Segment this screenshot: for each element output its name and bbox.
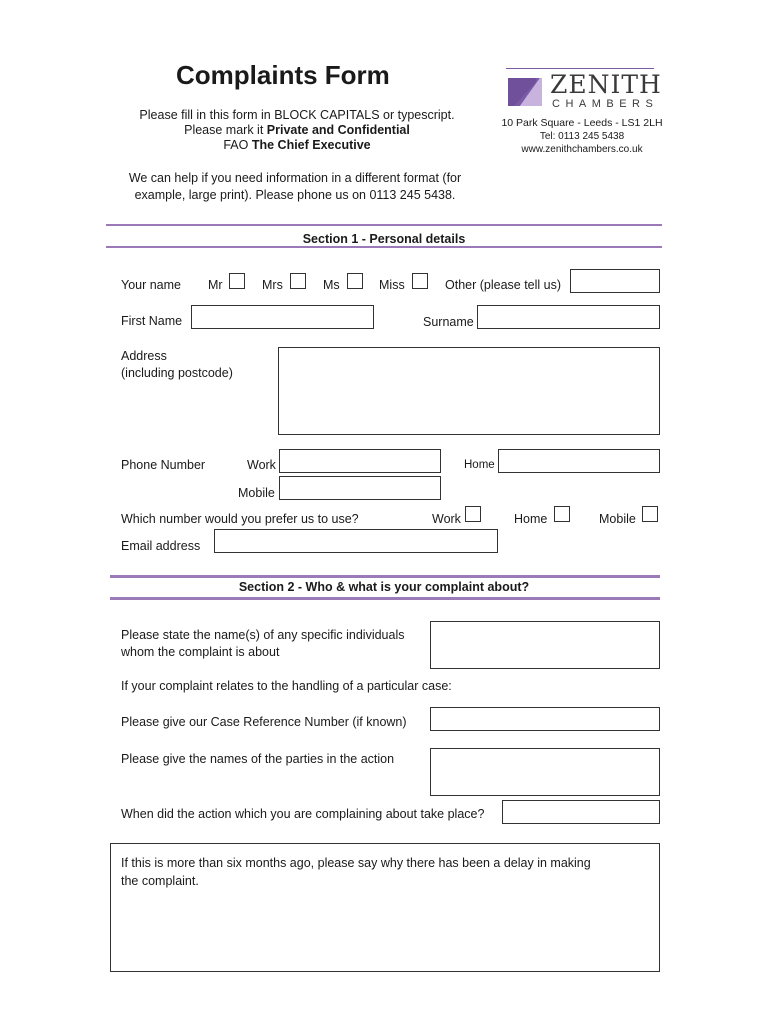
- section1-top-rule: [106, 224, 662, 226]
- individuals-input[interactable]: [430, 621, 660, 669]
- prefer-work-label: Work: [432, 512, 461, 526]
- section1-title: Section 1 - Personal details: [302, 232, 466, 246]
- address-label-line-1: Address: [121, 349, 167, 363]
- private-confidential-text: Private and Confidential: [266, 123, 410, 137]
- accessibility-line-1: We can help if you need information in a different format (for: [128, 171, 462, 185]
- work-phone-input[interactable]: [279, 449, 441, 473]
- section2-bottom-rule: [110, 597, 660, 600]
- case-reference-input[interactable]: [430, 707, 660, 731]
- prefer-work-checkbox[interactable]: [465, 506, 481, 522]
- title-mr-checkbox[interactable]: [229, 273, 245, 289]
- case-intro-text: If your complaint relates to the handling of a particular case:: [121, 679, 452, 693]
- title-ms-checkbox[interactable]: [347, 273, 363, 289]
- zenith-logo: [506, 68, 662, 112]
- address-textarea[interactable]: [278, 347, 660, 435]
- section2-top-rule: [110, 575, 660, 578]
- mobile-phone-label: Mobile: [238, 486, 275, 500]
- other-title-label: Other (please tell us): [445, 278, 562, 292]
- accessibility-line-2: example, large print). Please phone us on 0113 245 5438.: [134, 188, 456, 202]
- page-title: Complaints Form: [176, 60, 390, 90]
- preferred-number-label: Which number would you prefer us to use?: [121, 512, 359, 526]
- logo-top-rule: [506, 68, 654, 69]
- prefer-mobile-label: Mobile: [599, 512, 636, 526]
- address-label: [121, 348, 233, 382]
- chief-executive-text: The Chief Executive: [251, 138, 371, 152]
- title-miss-label: Miss: [379, 278, 405, 292]
- contact-address: 10 Park Square - Leeds - LS1 2LH: [501, 117, 663, 129]
- contact-web: www.zenithchambers.co.uk: [521, 144, 643, 155]
- home-phone-label: Home: [464, 459, 495, 471]
- work-phone-label: Work: [247, 458, 276, 472]
- delay-reason-label: [121, 854, 591, 890]
- contact-tel: Tel: 0113 245 5438: [539, 131, 625, 142]
- section2-title: Section 2 - Who & what is your complaint about?: [238, 580, 530, 594]
- address-label-line-2: (including postcode): [121, 366, 233, 380]
- title-mrs-label: Mrs: [262, 278, 283, 292]
- phone-number-label: Phone Number: [121, 458, 206, 472]
- instructions: [112, 108, 482, 153]
- email-label: Email address: [121, 539, 201, 553]
- section1-bottom-rule: [106, 246, 662, 248]
- individuals-label-line-1: Please state the name(s) of any specific individuals: [121, 628, 405, 642]
- logo-z-mark-icon: [506, 76, 544, 110]
- home-phone-input[interactable]: [498, 449, 660, 473]
- mobile-phone-input[interactable]: [279, 476, 441, 500]
- title-ms-label: Ms: [323, 278, 340, 292]
- title-mrs-checkbox[interactable]: [290, 273, 306, 289]
- accessibility-note: [100, 170, 490, 204]
- your-name-label: Your name: [121, 278, 181, 292]
- case-reference-label: Please give our Case Reference Number (if known): [121, 715, 407, 729]
- action-date-input[interactable]: [502, 800, 660, 824]
- delay-reason-line-1: If this is more than six months ago, please say why there has been a delay in making: [121, 856, 591, 870]
- logo-brand-top: ZENITH: [550, 70, 662, 99]
- action-date-label: When did the action which you are complaining about take place?: [121, 807, 485, 821]
- title-miss-checkbox[interactable]: [412, 273, 428, 289]
- instructions-line-2: Please mark it Private and Confidential: [184, 123, 410, 137]
- first-name-label: First Name: [121, 314, 183, 328]
- contact-details: [492, 117, 672, 156]
- individuals-label: [121, 627, 404, 661]
- prefer-home-checkbox[interactable]: [554, 506, 570, 522]
- instructions-line-3: FAO The Chief Executive: [223, 138, 371, 152]
- prefer-home-label: Home: [514, 512, 548, 526]
- parties-label: Please give the names of the parties in the action: [121, 752, 395, 766]
- prefer-mobile-checkbox[interactable]: [642, 506, 658, 522]
- surname-input[interactable]: [477, 305, 660, 329]
- other-title-input[interactable]: [570, 269, 660, 293]
- first-name-input[interactable]: [191, 305, 374, 329]
- instructions-line-1: Please fill in this form in BLOCK CAPITALS or typescript.: [139, 108, 455, 122]
- logo-brand-bottom: CHAMBERS: [552, 98, 659, 110]
- surname-label: Surname: [423, 315, 474, 329]
- title-mr-label: Mr: [208, 278, 223, 292]
- individuals-label-line-2: whom the complaint is about: [121, 645, 280, 659]
- parties-input[interactable]: [430, 748, 660, 796]
- email-input[interactable]: [214, 529, 498, 553]
- delay-reason-line-2: the complaint.: [121, 874, 199, 888]
